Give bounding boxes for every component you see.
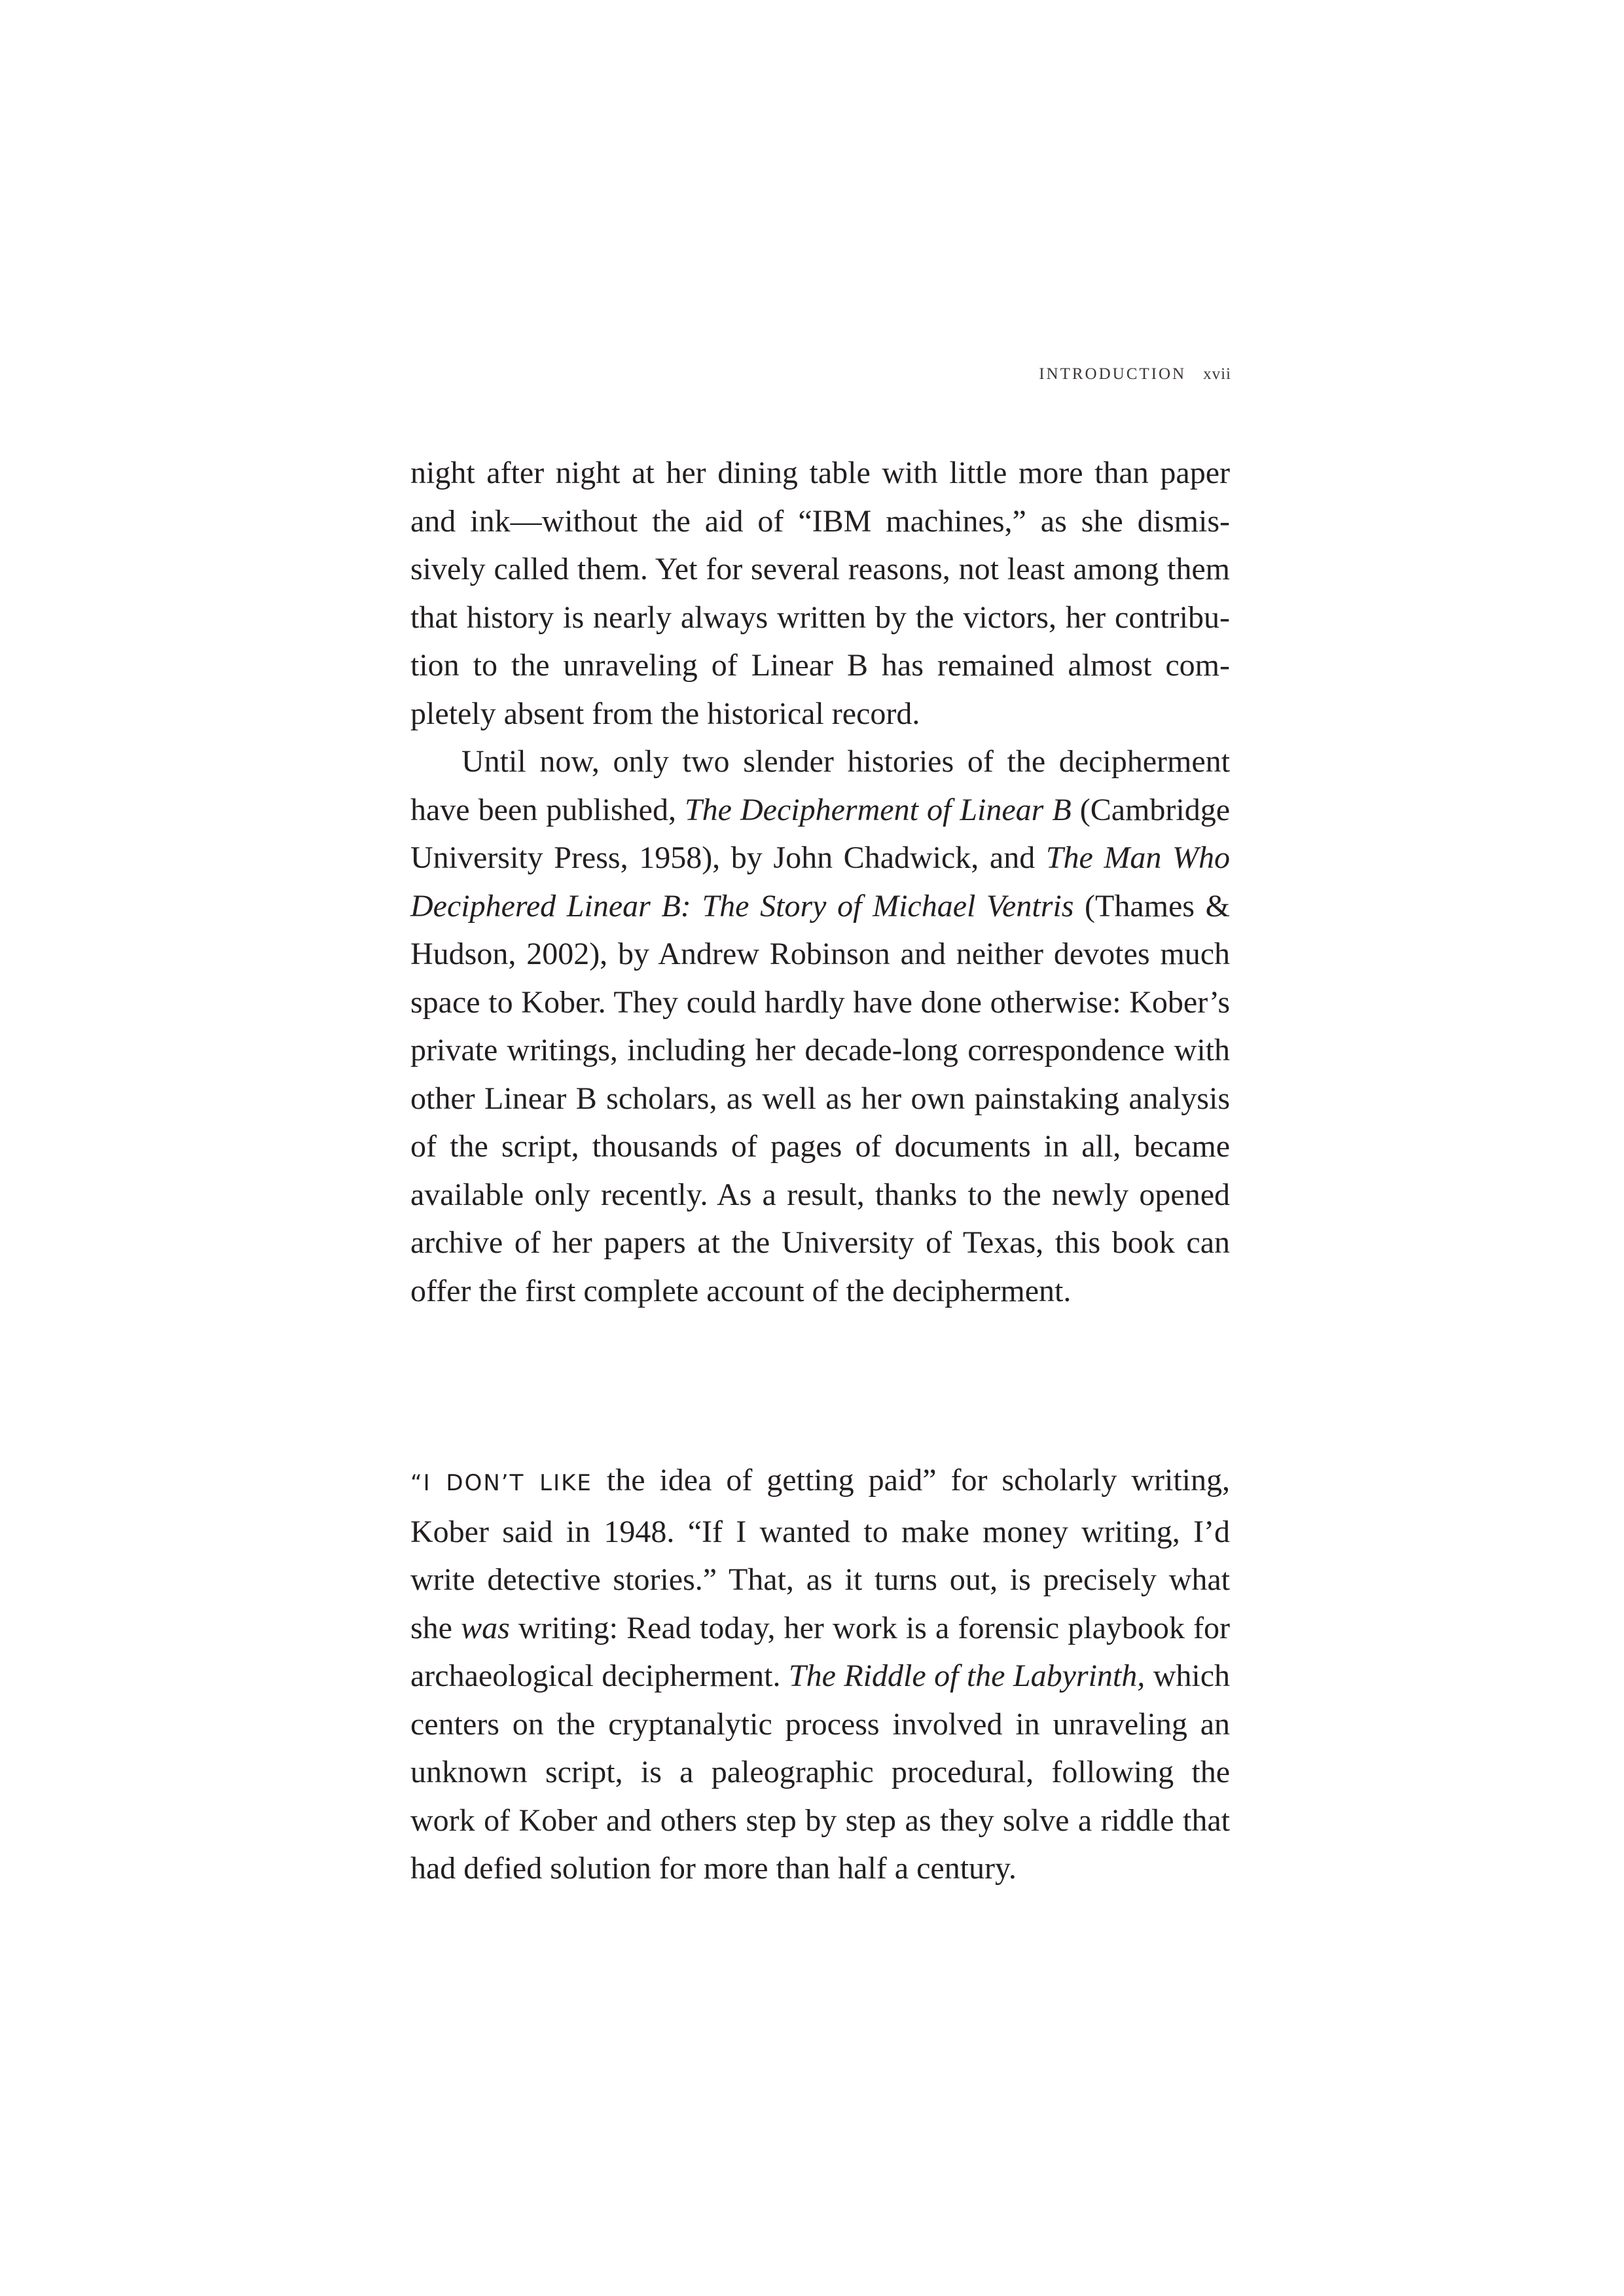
- paragraph-3-text-3: which centers on the cryptanalytic process involved in unraveling an unknown script, is a paleographic procedural, following the work of Kober and others step by step as they solve a riddle that had defied solution for more than half a century.: [410, 1659, 1231, 1886]
- paragraph-3-text-1: the idea of getting paid” for scholarly writing, Kober said in 1948. “If I wanted to make money writing, I’d write detective stories.” That, as it turns out, is precisely what she: [410, 1463, 1230, 1645]
- text-block-lower: [410, 1456, 1230, 1893]
- paragraph-2-text-3: (Thames & Hudson, 2002), by Andrew Robinson and neither devotes much space to Kober. They could hardly have done otherwise: Kober’s private writings, including her decade-long correspondence with other Linear B scholars, as well as her own painstaking analysis of the script, thousands of pages of documents in all, became available only recently. As a result, thanks to the newly opened archive of her papers at the University of Texas, this book can offer the first complete account of the decipherment.: [410, 888, 1230, 1308]
- paragraph-2-text-2: (Cambridge University Press, 1958), by John Chadwick, and: [410, 792, 1231, 875]
- running-head-section: INTRODUCTION: [1039, 365, 1187, 383]
- text-block-upper: [410, 449, 1230, 1315]
- book-title-man-who-deciphered: The Man Who Deciphered Linear B: The Story of Michael Ventris: [410, 840, 1231, 924]
- paragraph-3-text-2: writing: Read today, her work is a forensic playbook for archaeological decipherment.: [410, 1610, 1230, 1693]
- paragraph-continued: [410, 449, 1230, 738]
- section-lead-in: “I DON’T LIKE: [410, 1470, 592, 1496]
- paragraph-1-text: night after night at her dining table with little more than paper and ink—without the aid of “IBM machines,” as she dismissively called them. Yet for several reasons, not least among them that history is nearly always written by the victors, her contribution to the unraveling of Linear B has remained almost completely absent from the historical record.: [410, 456, 1230, 731]
- book-title-riddle: The Riddle of the Labyrinth,: [788, 1659, 1146, 1693]
- paragraph-section-opening: [410, 1456, 1230, 1893]
- paragraph-2-text-1: Until now, only two slender histories of the decipherment have been published,: [410, 744, 1230, 827]
- running-head: [1039, 365, 1231, 384]
- book-title-decipherment: The Decipherment of Linear B: [684, 792, 1072, 827]
- paragraph-until-now: [410, 738, 1230, 1315]
- page-number: xvii: [1203, 365, 1231, 383]
- emphasis-was: was: [461, 1610, 510, 1645]
